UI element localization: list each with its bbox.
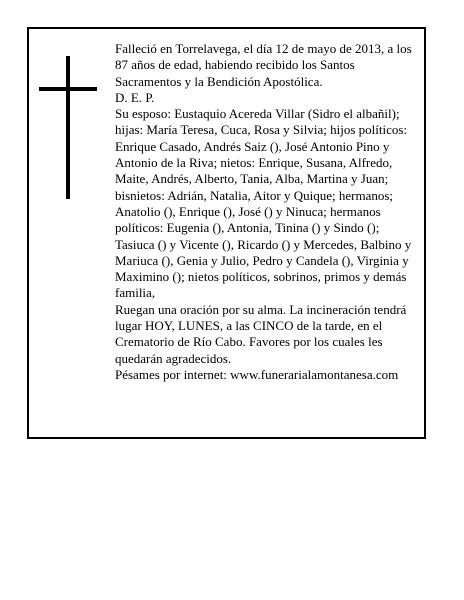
- service-details: Ruegan una oración por su alma. La incineración tendrá lugar HOY, LUNES, a las CINCO de la tarde, en el Crematorio de Río Cabo. Favores por los cuales les quedarán agradecidos.: [115, 301, 407, 366]
- obituary-notice: [27, 27, 426, 439]
- cross-horizontal-bar: [39, 87, 97, 91]
- online-condolences: Pésames por internet: www.funerarialamontanesa.com: [115, 366, 399, 382]
- cross-vertical-bar: [66, 56, 70, 199]
- family-list: Su esposo: Eustaquio Acereda Villar (Sidro el albañil); hijas: María Teresa, Cuca, Rosa y Silvia; hijos políticos: Enrique Casado, Andrés Saiz (), José Antonio Pino y Antonio de la Riva; nietos: Enrique, Susana, Alfredo, Maite, Andrés, Alberto, Tania, Alba, Martina y Juan; bisnietos: Adrián, Natalia, Aitor y Quique; hermanos; Anatolio (), Enrique (), José () y Ninuca; hermanos políticos: Eugenia (), Antonia, Tinina () y Sindo (); Tasiuca () y Vicente (), Ricardo () y Mercedes, Balbino y Mariuca (), Genia y Julio, Pedro y Candela (), Virginia y Maximino (); nietos políticos, sobrinos, primos y demás familia,: [115, 106, 412, 301]
- death-announcement: Falleció en Torrelavega, el día 12 de mayo de 2013, a los 87 años de edad, habiendo recibido los Santos Sacramentos y la Bendición Apostólica.: [115, 41, 412, 89]
- obituary-text: [115, 41, 415, 383]
- rip-line: D. E. P.: [115, 89, 155, 105]
- latin-cross-icon: [39, 56, 97, 199]
